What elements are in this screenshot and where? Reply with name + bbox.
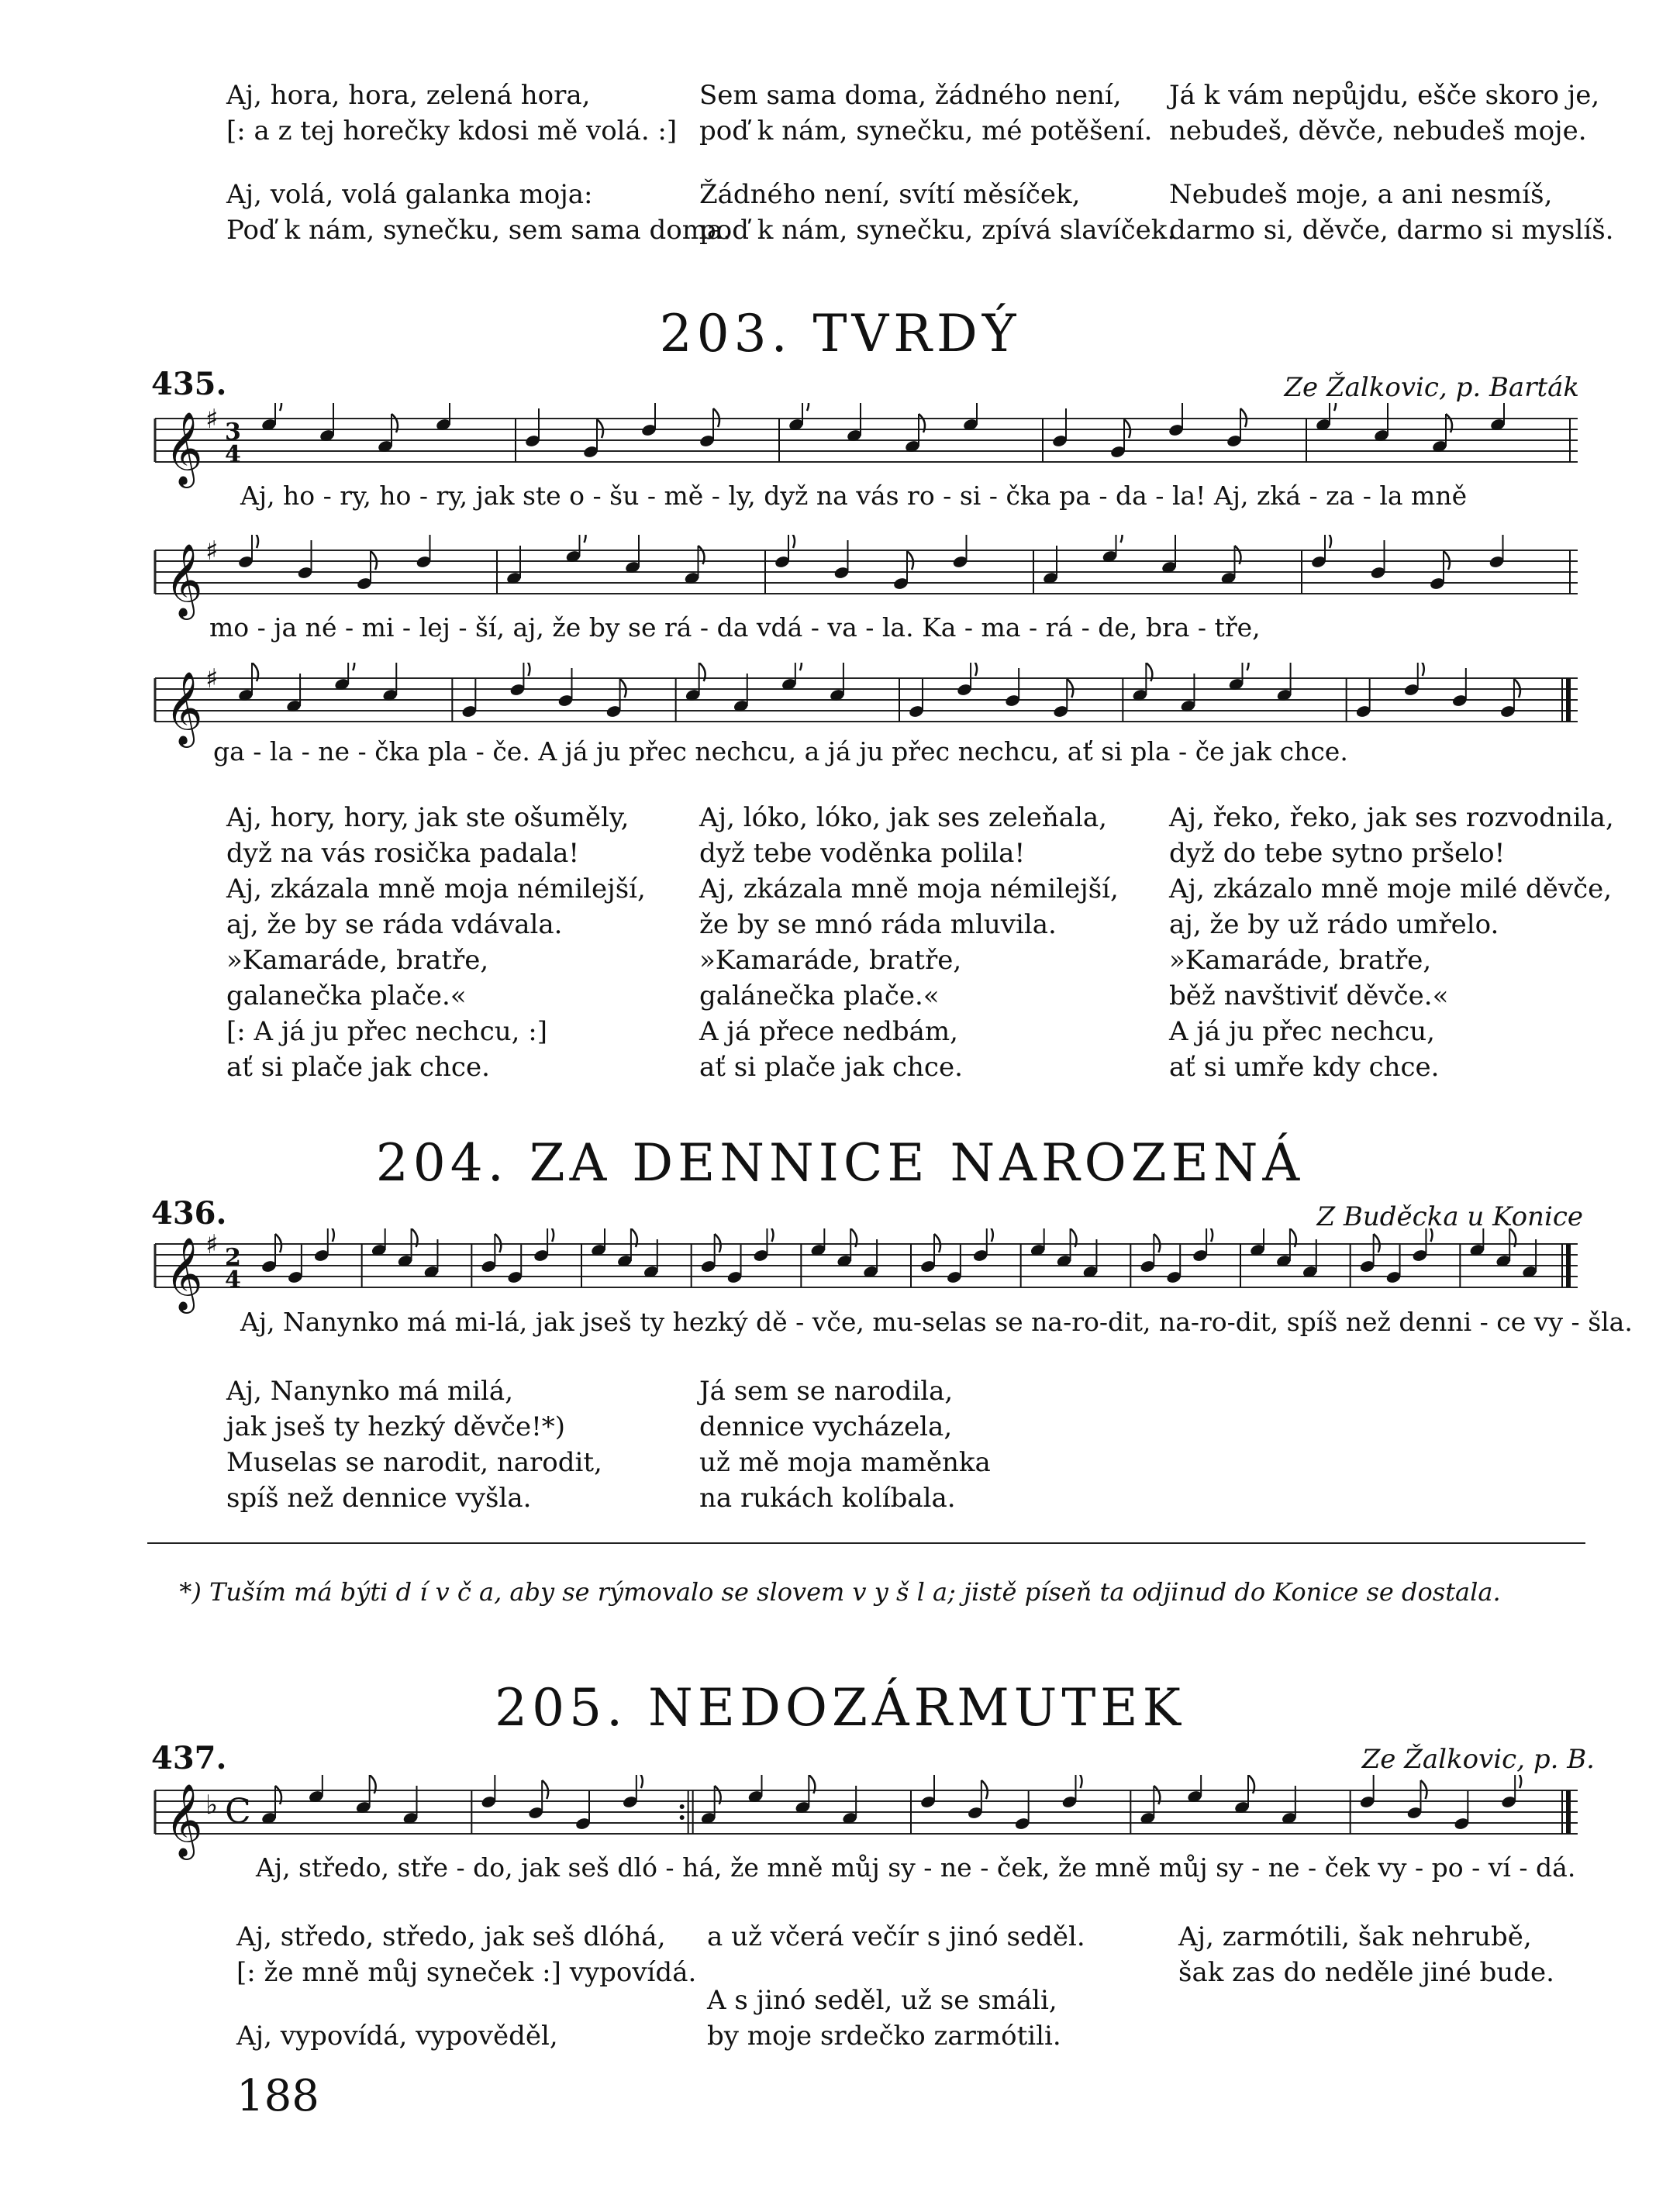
verse-line: Muselas se narodit, narodit,	[226, 1447, 602, 1478]
footnote: *) Tuším má býti d í v č a, aby se rýmovalo se slovem v y š l a; jistě píseň ta odjinud do Konice se dostala.	[179, 1577, 1501, 1607]
verse-line: Aj, středo, středo, jak seš dlóhá,	[236, 1921, 666, 1952]
treble-clef: 𝄞	[165, 1783, 203, 1857]
verse-col2	[707, 1919, 1085, 2054]
verse-line: galanečka plače.«	[226, 980, 467, 1011]
note-flag	[275, 403, 281, 411]
song-number: 437.	[151, 1740, 227, 1776]
verse-line: Aj, vypovídá, vypověděl,	[236, 2021, 558, 2052]
time-signature: C	[225, 1792, 251, 1831]
verse-line: aj, že by se ráda vdávala.	[226, 909, 563, 940]
song-title: 203. TVRDÝ	[659, 304, 1021, 363]
verse-line: by moje srdečko zarmótili.	[707, 2021, 1061, 2052]
song-origin: Ze Žalkovic, p. B.	[1361, 1744, 1595, 1775]
key-signature: ♭	[205, 1790, 219, 1821]
verse-line: dyž tebe voděnka polila!	[699, 838, 1026, 869]
note-flag	[580, 535, 586, 543]
verse-line: Aj, zkázalo mně moje milé děvče,	[1169, 873, 1613, 904]
prev-verse-col1	[226, 78, 731, 248]
verse-line: darmo si, děvče, darmo si myslíš.	[1169, 215, 1614, 246]
note-flag	[328, 1228, 334, 1242]
verse-line: Aj, Nanynko má milá,	[226, 1376, 513, 1407]
treble-clef: 𝄞	[165, 671, 203, 745]
song-origin: Ze Žalkovic, p. Barták	[1284, 372, 1579, 403]
verse-line: Aj, zkázala mně moja némilejší,	[226, 873, 646, 904]
music-staff	[151, 535, 1585, 620]
verse-line: spíš než dennice vyšla.	[226, 1483, 532, 1514]
footnote-divider	[147, 1542, 1585, 1544]
verse-line: jak jseš ty hezký děvče!*)	[226, 1411, 566, 1442]
note-flag	[547, 1228, 554, 1242]
verse-line: Já k vám nepůjdu, ešče skoro je,	[1169, 80, 1600, 111]
time-signature-bottom: 4	[225, 441, 241, 468]
note-flag	[1243, 663, 1249, 670]
song-origin: Z Buděcka u Konice	[1316, 1201, 1583, 1232]
song-title: 205. NEDOZÁRMUTEK	[495, 1678, 1185, 1738]
verse-line: Aj, volá, volá galanka moja:	[226, 179, 593, 210]
verse-line: »Kamaráde, bratře,	[226, 945, 489, 976]
verse-col2	[699, 1373, 991, 1516]
note-flag	[1515, 1775, 1521, 1788]
song-number: 435.	[151, 366, 227, 402]
note-flag	[795, 663, 802, 670]
key-signature: ♯	[205, 404, 219, 435]
verse-line: Sem sama doma, žádného není,	[699, 80, 1122, 111]
verse-line: ať si plače jak chce.	[699, 1052, 963, 1083]
note-flag	[802, 403, 809, 411]
note-flag	[971, 663, 977, 676]
time-signature-top: 2	[225, 1244, 241, 1271]
verse-col1	[226, 1373, 602, 1516]
verse-line: dyž na vás rosička padala!	[226, 838, 580, 869]
note-flag	[1330, 403, 1336, 411]
verse-line: Aj, hora, hora, zelená hora,	[226, 80, 591, 111]
lyrics-line: Aj, Nanynko má mi-lá, jak jseš ty hezký dě - vče, mu-selas se na-ro-dit, na-ro-dit, spíš než denni - ce vy - šla.	[240, 1307, 1633, 1337]
lyrics-line: mo - ja né - mi - lej - ší, aj, že by se rá - da vdá - va - la. Ka - ma - rá - de, bra - tře,	[209, 612, 1261, 643]
song-title: 204. ZA DENNICE NAROZENÁ	[375, 1133, 1305, 1193]
verse-line: ať si umře kdy chce.	[1169, 1052, 1440, 1083]
note-flag	[767, 1228, 773, 1242]
verse-line: a už včerá večír s jinó seděl.	[707, 1921, 1085, 1952]
time-signature-top: 3	[225, 419, 241, 446]
music-staff	[151, 1775, 1585, 1860]
treble-clef: 𝄞	[165, 412, 203, 485]
verse-line: poď k nám, synečku, mé potěšení.	[699, 115, 1153, 146]
verse-line: běž navštiviť děvče.«	[1169, 980, 1449, 1011]
prev-verse-col2	[699, 78, 1175, 248]
verse-line: [: A já ju přec nechcu, :]	[226, 1016, 547, 1047]
verse-line: Poď k nám, synečku, sem sama doma.	[226, 215, 732, 246]
verse-line: dyž do tebe sytno pršelo!	[1169, 838, 1506, 869]
note-flag	[987, 1228, 993, 1242]
treble-clef: 𝄞	[165, 543, 203, 617]
note-flag	[636, 1775, 643, 1788]
lyrics-line: Aj, ho - ry, ho - ry, jak ste o - šu - mě - ly, dyž na vás ro - si - čka pa - da - la! Aj, zká - za - la mně	[240, 481, 1468, 511]
time-signature-bottom: 4	[225, 1266, 241, 1294]
verse-line: Žádného není, svítí měsíček,	[699, 179, 1081, 210]
verse-line: už mě moja maměnka	[699, 1447, 991, 1478]
verse-col1	[236, 1919, 696, 2054]
verse-line: ať si plače jak chce.	[226, 1052, 490, 1083]
verse-line: na rukách kolíbala.	[699, 1483, 956, 1514]
verse-line: Nebudeš moje, a ani nesmíš,	[1169, 179, 1553, 210]
verse-col3	[1169, 800, 1614, 1085]
lyrics-line: ga - la - ne - čka pla - če. A já ju přec nechcu, a já ju přec nechcu, ať si pla - če jak chce.	[213, 736, 1348, 767]
verse-line: Já sem se narodila,	[699, 1376, 954, 1407]
note-flag	[788, 535, 795, 548]
song-number: 436.	[151, 1195, 227, 1232]
key-signature: ♯	[205, 663, 219, 694]
note-flag	[252, 535, 258, 548]
note-flag	[1116, 535, 1123, 543]
verse-line: [: a z tej horečky kdosi mě volá. :]	[226, 115, 678, 146]
prev-verse-col3	[1169, 78, 1613, 248]
music-staff	[151, 1228, 1585, 1314]
repeat-dot	[680, 1804, 685, 1809]
verse-line: Aj, lóko, lóko, jak ses zeleňala,	[699, 802, 1107, 833]
key-signature: ♯	[205, 1229, 219, 1260]
verse-line: Aj, zkázala mně moja némilejší,	[699, 873, 1119, 904]
verse-col2	[699, 800, 1119, 1085]
key-signature: ♯	[205, 536, 219, 567]
note-flag	[1206, 1228, 1213, 1242]
verse-col3	[1178, 1919, 1554, 1990]
verse-line: poď k nám, synečku, zpívá slavíček.	[699, 215, 1176, 246]
verse-line: Aj, hory, hory, jak ste ošuměly,	[226, 802, 630, 833]
note-flag	[1418, 663, 1424, 676]
verse-line: galánečka plače.«	[699, 980, 940, 1011]
verse-line: A já ju přec nechcu,	[1169, 1016, 1435, 1047]
verse-line: [: že mně můj syneček :] vypovídá.	[236, 1957, 697, 1988]
note-flag	[523, 663, 530, 676]
verse-line: dennice vycházela,	[699, 1411, 953, 1442]
music-staff	[151, 663, 1585, 748]
repeat-dot	[680, 1815, 685, 1820]
verse-line: »Kamaráde, bratře,	[1169, 945, 1432, 976]
note-flag	[1325, 535, 1331, 548]
verse-line: A s jinó seděl, už se smáli,	[707, 1985, 1057, 2016]
verse-line: nebudeš, děvče, nebudeš moje.	[1169, 115, 1587, 146]
page-number: 188	[236, 2071, 319, 2121]
verse-line: Aj, zarmótili, šak nehrubě,	[1178, 1921, 1532, 1952]
verse-col1	[226, 800, 646, 1085]
note-flag	[348, 663, 354, 670]
verse-line: aj, že by už rádo umřelo.	[1169, 909, 1499, 940]
music-staff	[151, 403, 1585, 488]
verse-line: Aj, řeko, řeko, jak ses rozvodnila,	[1169, 802, 1614, 833]
verse-line: A já přece nedbám,	[699, 1016, 958, 1047]
note-flag	[1426, 1228, 1432, 1242]
treble-clef: 𝄞	[165, 1237, 203, 1311]
verse-line: že by se mnó ráda mluvila.	[699, 909, 1057, 940]
note-flag	[1076, 1775, 1082, 1788]
verse-line: šak zas do neděle jiné bude.	[1178, 1957, 1554, 1988]
lyrics-line: Aj, středo, stře - do, jak seš dló - há, že mně můj sy - ne - ček, že mně můj sy - ne - ček vy - po - ví - dá.	[256, 1852, 1576, 1883]
verse-line: »Kamaráde, bratře,	[699, 945, 962, 976]
